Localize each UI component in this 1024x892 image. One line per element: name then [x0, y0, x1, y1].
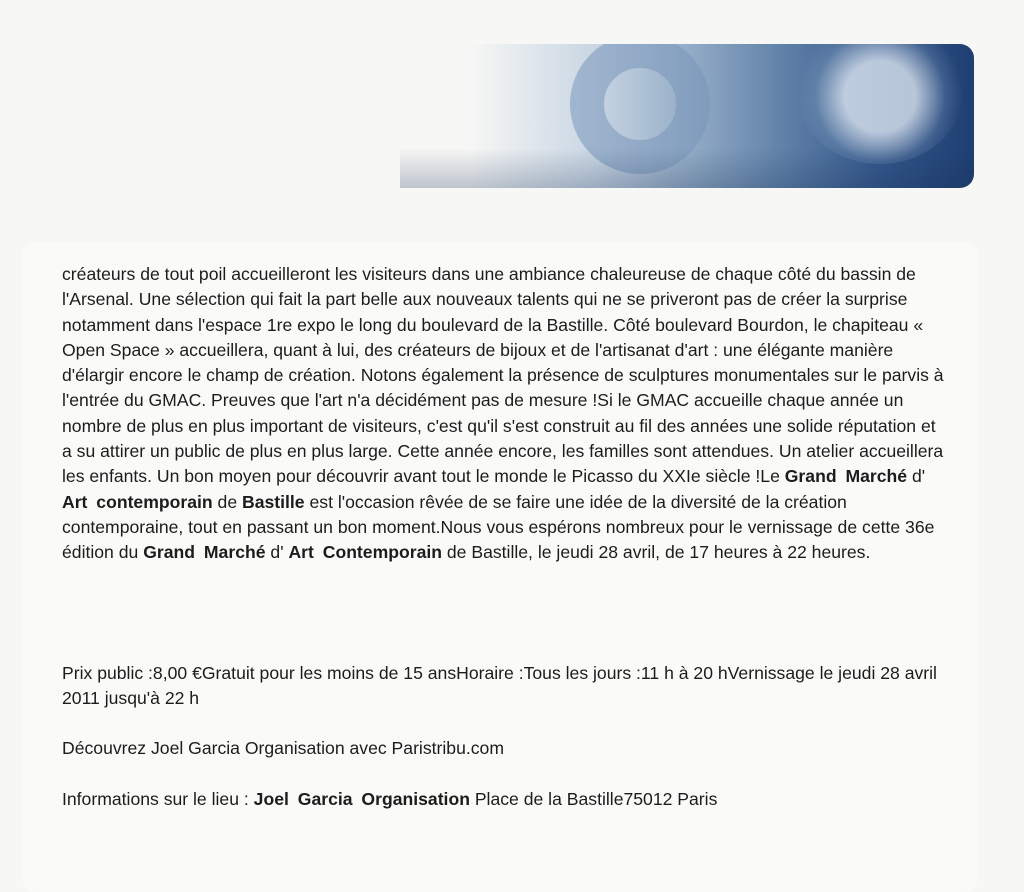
bold-art-contemporain-2: Art Contemporain — [288, 542, 442, 563]
article-body — [62, 262, 944, 566]
banner-shade — [400, 148, 974, 188]
article-text-part: d' — [907, 466, 926, 487]
discover-line: Découvrez Joel Garcia Organisation avec Paristribu.com — [62, 738, 504, 758]
venue-label: Informations sur le lieu : — [62, 789, 254, 809]
header-banner-image — [400, 44, 974, 188]
banner-glow-shape — [795, 44, 965, 164]
venue-name: Joel Garcia Organisation — [253, 789, 470, 809]
bold-bastille: Bastille — [242, 491, 305, 512]
venue-address: Place de la Bastille75012 Paris — [469, 789, 718, 809]
bold-grand-marche: Grand Marché — [784, 466, 908, 487]
article-text-part: d' — [265, 542, 289, 563]
article-text-part: de Bastille, le jeudi 28 avril, de 17 heures à 22 heures. — [441, 542, 871, 563]
price-info: Prix public :8,00 €Gratuit pour les moins de 15 ansHoraire :Tous les jours :11 h à 20 hVernissage le jeudi 28 avril 2011 jusqu'à 22 h — [62, 663, 937, 709]
article-text-part: de — [212, 491, 242, 512]
bold-art-contemporain: Art contemporain — [62, 491, 213, 512]
bold-grand-marche-2: Grand Marché — [143, 542, 266, 563]
article-text-part: créateurs de tout poil accueilleront les visiteurs dans une ambiance chaleureuse de chaque côté du bassin de l'Arsenal. Une sélection qui fait la part belle aux nouveaux talents qui ne se priveront pas de créer la surprise notamment dans l'espace 1re expo le long du boulevard de la Bastille. Côté boulevard Bourdon, le chapiteau « Open Space » accueillera, quant à lui, des créateurs de bijoux et de l'artisanat d'art : une élégante manière d'élargir encore le champ de création. Notons également la présence de sculptures monumentales sur le parvis à l'entrée du GMAC. Preuves que l'art n'a décidément pas de mesure !Si le GMAC accueille chaque année un nombre de plus en plus important de visiteurs, c'est qu'il s'est construit au fil des années une solide réputation et a su attirer un public de plus en plus large. Cette année encore, les familles sont attendues. Un atelier accueillera les enfants. Un bon moyen pour découvrir avant tout le monde le Picasso du XXIe siècle !Le — [62, 264, 944, 487]
article-text-part: est l'occasion rêvée de se faire une idée de la diversité de la création contemporaine, tout en passant un bon moment.Nous vous espérons nombreux pour le vernissage de cette 36e édition du — [62, 491, 935, 563]
venue-info — [62, 787, 942, 812]
